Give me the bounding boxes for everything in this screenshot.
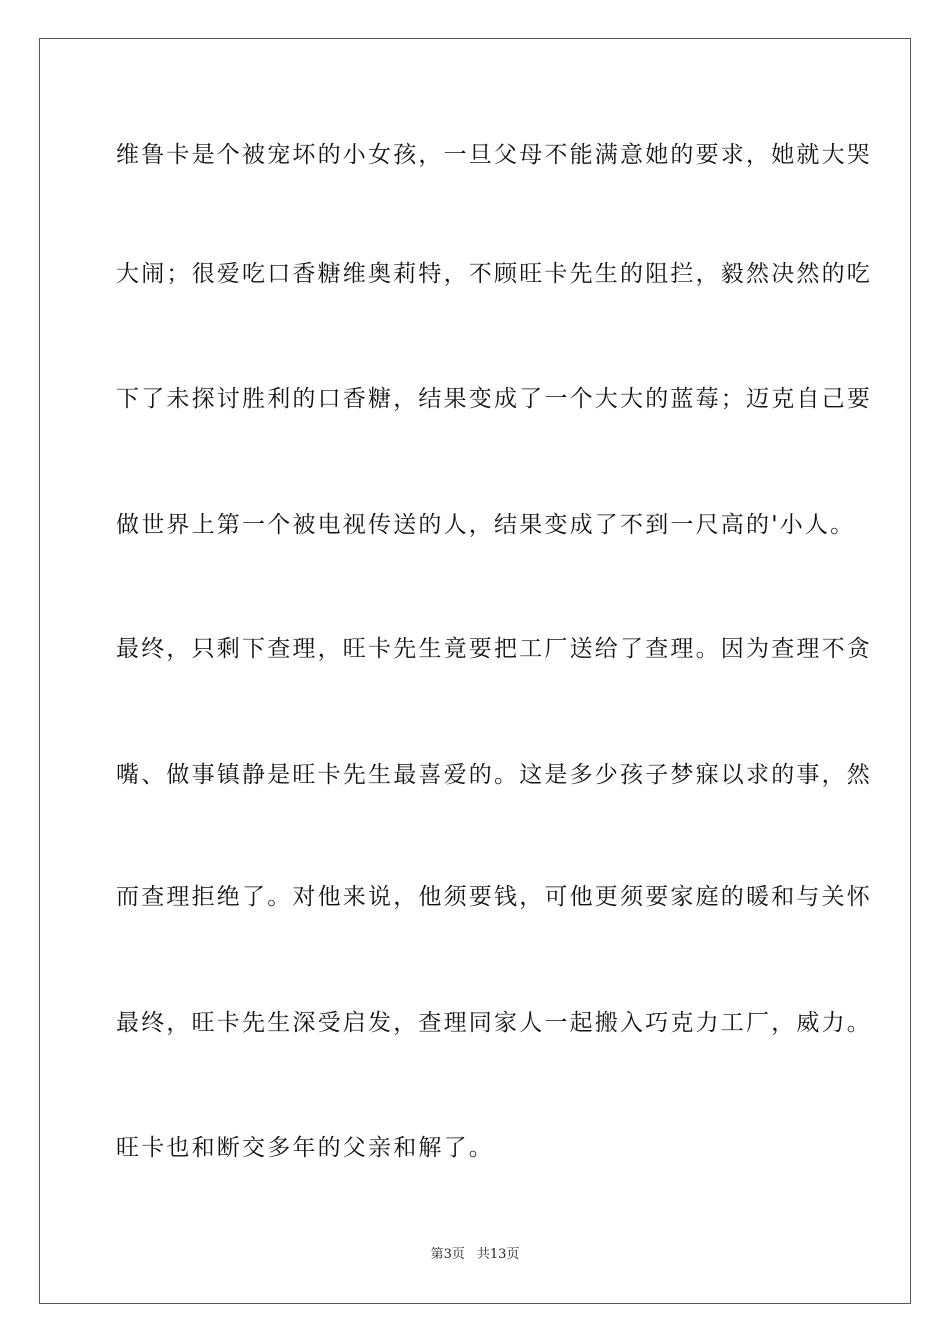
text-line: 最终，旺卡先生深受启发，查理同家人一起搬入巧克力工厂，威力。	[116, 1010, 872, 1036]
text-line: 大闹；很爱吃口香糖维奥莉特，不顾旺卡先生的阻拦，毅然决然的吃	[116, 261, 872, 287]
page-total: 共13页	[476, 1247, 520, 1262]
text-line: 嘴、做事镇静是旺卡先生最喜爱的。这是多少孩子梦寐以求的事，然	[116, 762, 872, 788]
text-line: 最终，只剩下查理，旺卡先生竟要把工厂送给了查理。因为查理不贪	[116, 636, 872, 662]
text-line: 做世界上第一个被电视传送的人，结果变成了不到一尺高的'小人。	[116, 512, 856, 538]
page-footer	[0, 1246, 950, 1264]
text-line: 而查理拒绝了。对他来说，他须要钱，可他更须要家庭的暖和与关怀	[116, 884, 872, 910]
text-line: 维鲁卡是个被宠坏的小女孩，一旦父母不能满意她的要求，她就大哭	[116, 142, 872, 168]
page-number: 第3页	[430, 1247, 465, 1262]
page-border	[39, 38, 911, 1304]
text-line: 旺卡也和断交多年的父亲和解了。	[116, 1135, 494, 1161]
text-line: 下了未探讨胜利的口香糖，结果变成了一个大大的蓝莓；迈克自己要	[116, 386, 872, 412]
